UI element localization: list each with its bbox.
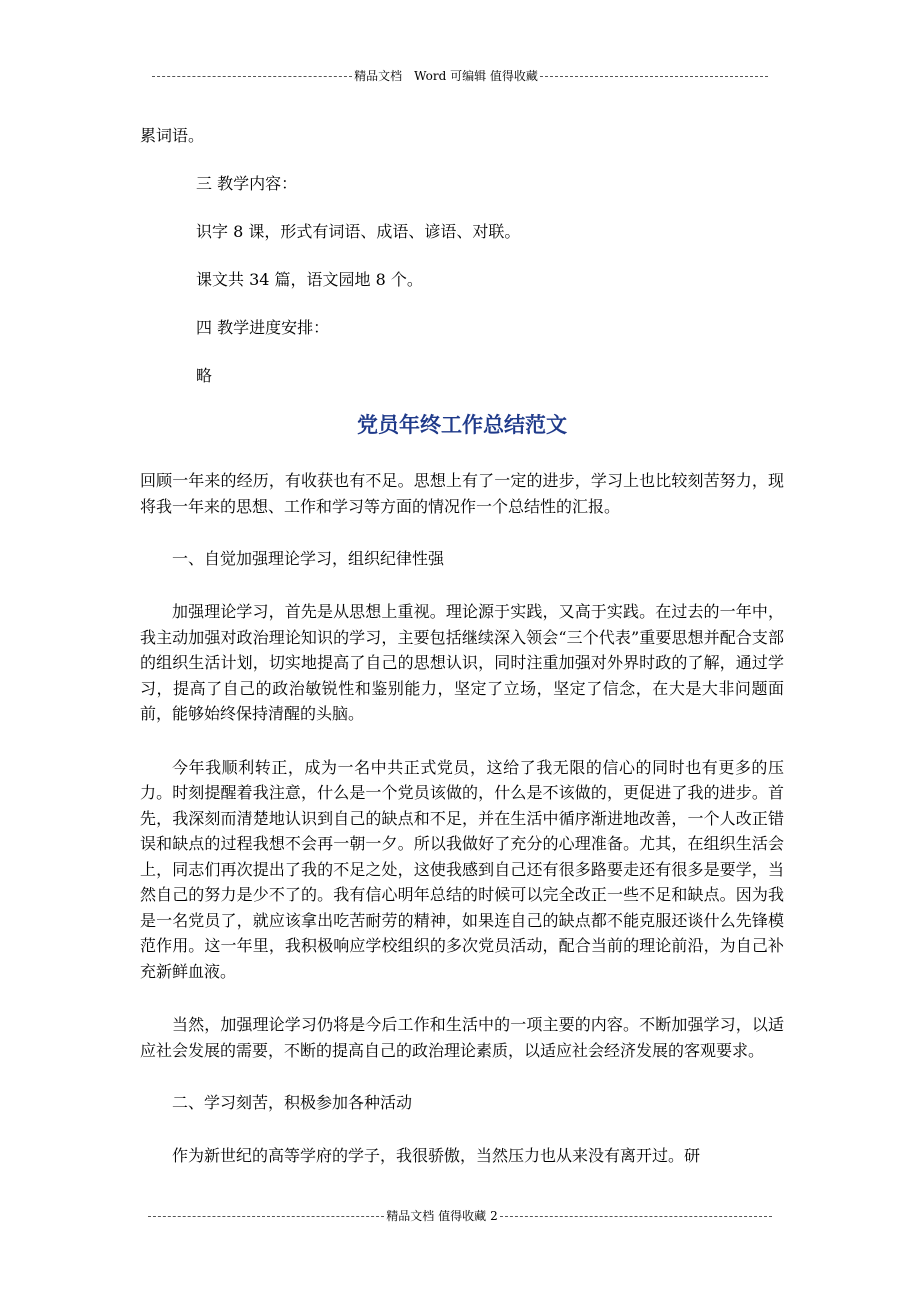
section-heading-theory-study: 一、自觉加强理论学习，组织纪律性强 xyxy=(172,549,445,568)
header-dash-right xyxy=(540,76,768,77)
intro-line-omitted: 略 xyxy=(196,366,213,385)
section-heading-teaching-content: 三 教学内容： xyxy=(196,174,298,193)
page-header xyxy=(0,68,920,84)
footer-dash-left xyxy=(148,1216,384,1217)
footer-text: 精品文档 值得收藏 xyxy=(386,1209,487,1223)
intro-list xyxy=(140,172,784,388)
section-heading-activities: 二、学习刻苦，积极参加各种活动 xyxy=(172,1093,413,1112)
page-footer xyxy=(0,1208,920,1224)
footer-dash-right xyxy=(500,1216,772,1217)
intro-line-texts: 课文共 34 篇，语文园地 8 个。 xyxy=(196,270,423,289)
paragraph-continued-study: 当然，加强理论学习仍将是今后工作和生活中的一项主要的内容。不断加强学习，以适应社会发展的需要，不断的提高自己的政治理论素质，以适应社会经济发展的客观要求。 xyxy=(140,1015,784,1060)
section-heading-schedule: 四 教学进度安排： xyxy=(196,318,330,337)
intro-line-continuation: 累词语。 xyxy=(140,126,205,145)
header-text: 精品文档 Word 可编辑 值得收藏 xyxy=(354,69,538,83)
paragraph-student-pressure: 作为新世纪的高等学府的学子，我很骄傲，当然压力也从来没有离开过。研 xyxy=(172,1146,701,1165)
document-body xyxy=(140,124,784,1169)
header-dash-left xyxy=(152,76,352,77)
paragraph-review: 回顾一年来的经历，有收获也有不足。思想上有了一定的进步，学习上也比较刻苦努力，现将我一年来的思想、工作和学习等方面的情况作一个总结性的汇报。 xyxy=(140,471,784,516)
paragraph-theory-study: 加强理论学习，首先是从思想上重视。理论源于实践，又高于实践。在过去的一年中，我主动加强对政治理论知识的学习，主要包括继续深入领会“三个代表”重要思想并配合支部的组织生活计划，切实地提高了自己的思想认识，同时注重加强对外界时政的了解，通过学习，提高了自己的政治敏锐性和鉴别能力，坚定了立场，坚定了信念，在大是大非问题面前，能够始终保持清醒的头脑。 xyxy=(140,602,784,723)
intro-line-literacy: 识字 8 课，形式有词语、成语、谚语、对联。 xyxy=(196,222,521,241)
footer-page-number: 2 xyxy=(490,1209,498,1223)
paragraph-party-member: 今年我顺利转正，成为一名中共正式党员，这给了我无限的信心的同时也有更多的压力。时刻提醒着我注意，什么是一个党员该做的，什么是不该做的，更促进了我的进步。首先，我深刻而清楚地认识到自己的缺点和不足，并在生活中循序渐进地改善，一个人改正错误和缺点的过程我想不会再一朝一夕。所以我做好了充分的心理准备。尤其，在组织生活会上，同志们再次提出了我的不足之处，这使我感到自己还有很多路要走还有很多是要学，当然自己的努力是少不了的。我有信心明年总结的时候可以完全改正一些不足和缺点。因为我是一名党员了，就应该拿出吃苦耐劳的精神，如果连自己的缺点都不能克服还谈什么先锋模范作用。这一年里，我积极响应学校组织的多次党员活动，配合当前的理论前沿，为自己补充新鲜血液。 xyxy=(140,757,784,981)
document-title: 党员年终工作总结范文 xyxy=(357,412,567,437)
